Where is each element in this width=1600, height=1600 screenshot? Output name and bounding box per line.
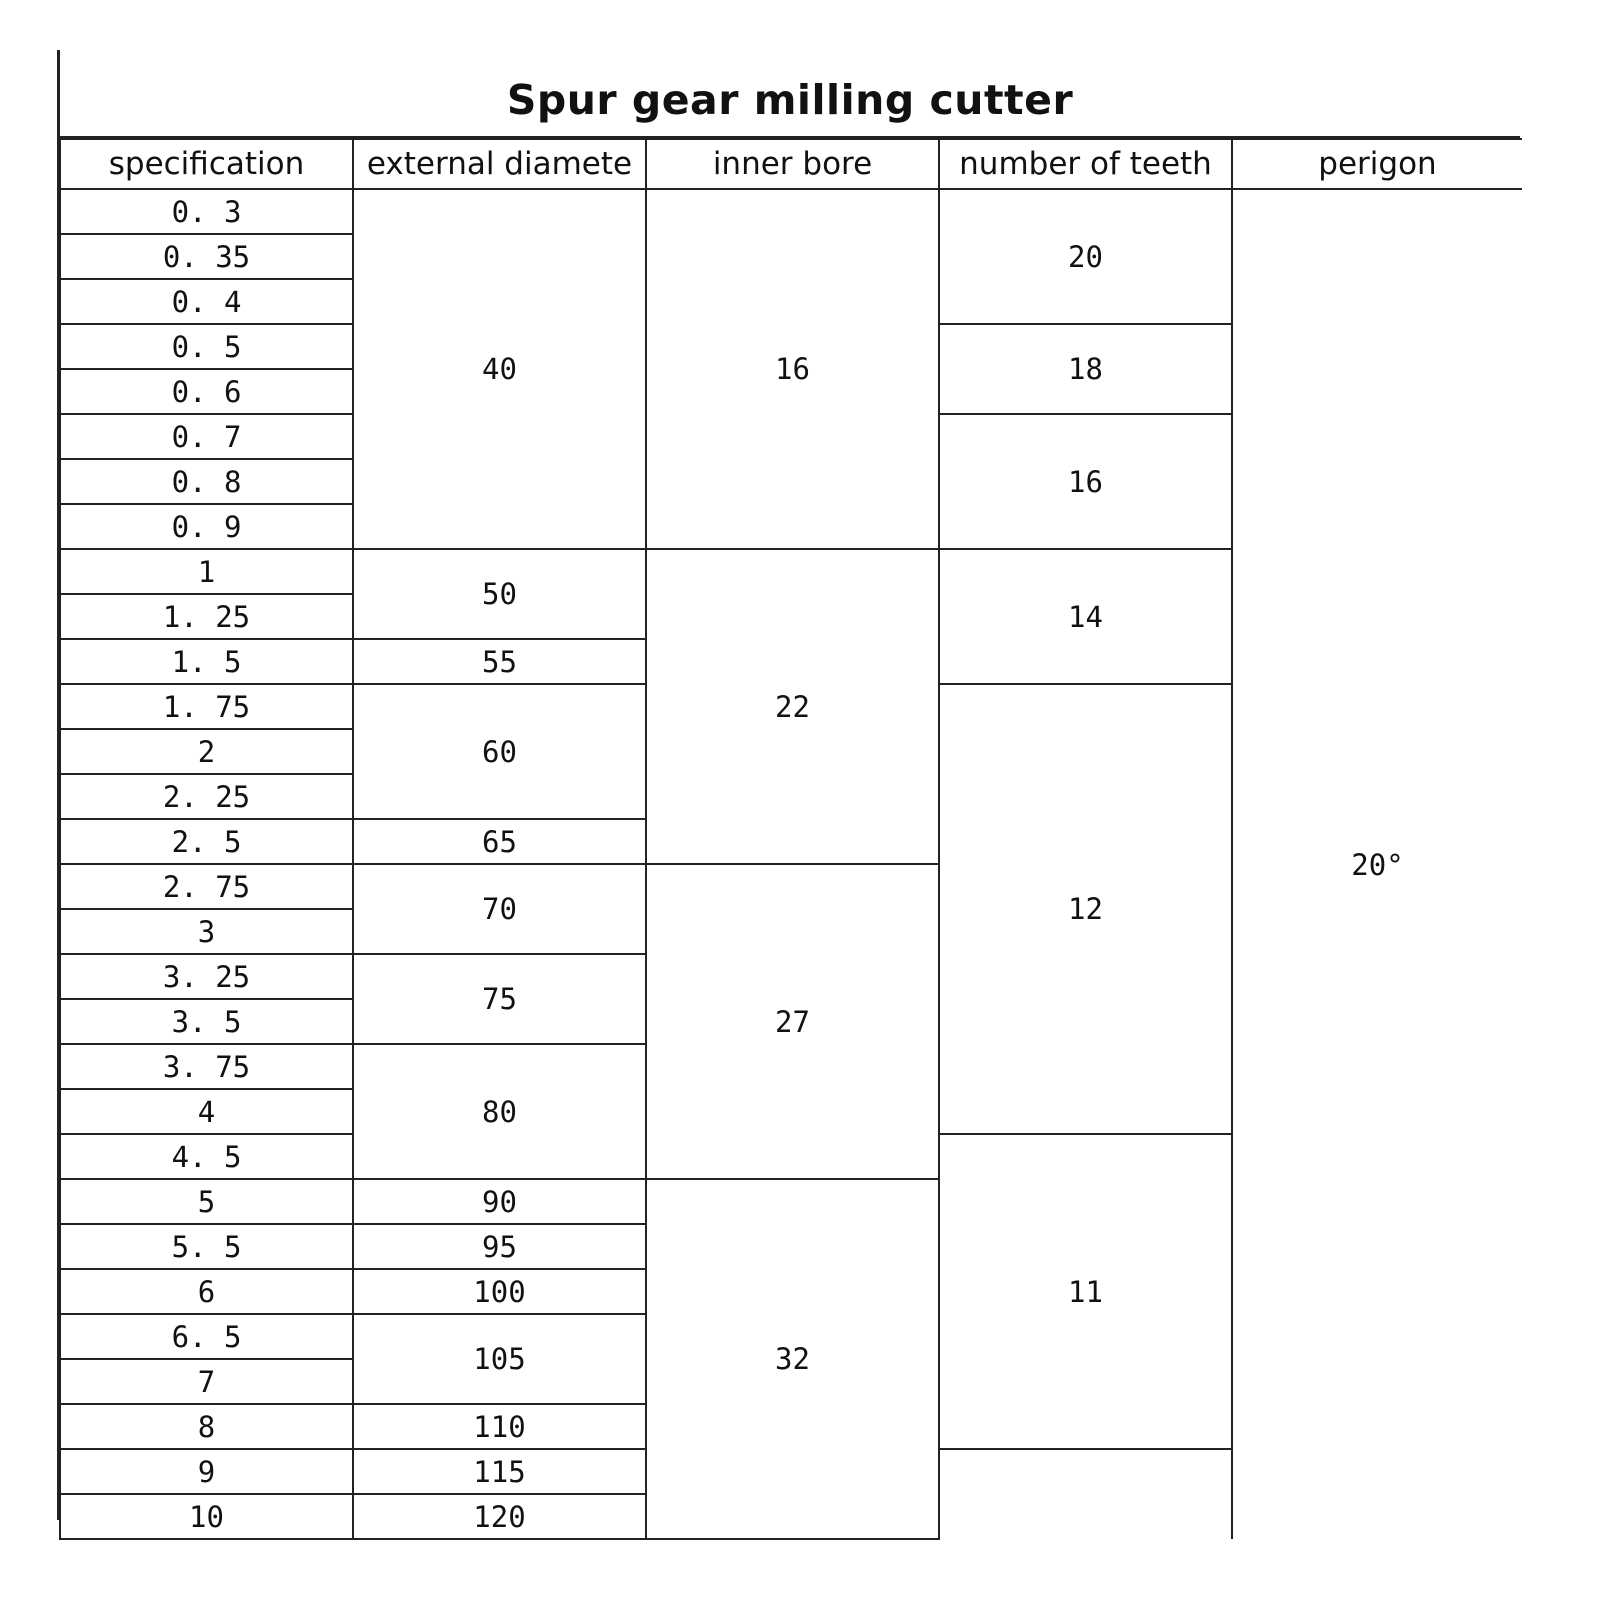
specification-cell: 0. 9 [60, 504, 353, 549]
specification-cell: 2 [60, 729, 353, 774]
specification-cell: 0. 8 [60, 459, 353, 504]
external-diameter-cell: 65 [353, 819, 646, 864]
external-diameter-cell: 40 [353, 189, 646, 549]
table-body [60, 189, 1522, 1539]
external-diameter-cell: 95 [353, 1224, 646, 1269]
external-diameter-cell: 60 [353, 684, 646, 819]
specification-cell: 5. 5 [60, 1224, 353, 1269]
inner-bore-cell: 16 [646, 189, 939, 549]
specification-cell: 6. 5 [60, 1314, 353, 1359]
external-diameter-cell: 105 [353, 1314, 646, 1404]
external-diameter-cell: 50 [353, 549, 646, 639]
specification-cell: 2. 25 [60, 774, 353, 819]
teeth-cell: 20 [939, 189, 1232, 324]
inner-bore-cell: 22 [646, 549, 939, 864]
specification-cell: 5 [60, 1179, 353, 1224]
specification-cell: 0. 3 [60, 189, 353, 234]
specification-cell: 3. 75 [60, 1044, 353, 1089]
external-diameter-cell: 80 [353, 1044, 646, 1179]
specification-cell: 0. 6 [60, 369, 353, 414]
inner-bore-cell: 32 [646, 1179, 939, 1539]
external-diameter-cell: 120 [353, 1494, 646, 1539]
specification-cell: 9 [60, 1449, 353, 1494]
header-specification: specification [60, 139, 353, 189]
specification-cell: 0. 5 [60, 324, 353, 369]
header-external-diameter: external diamete [353, 139, 646, 189]
external-diameter-cell: 110 [353, 1404, 646, 1449]
external-diameter-cell: 90 [353, 1179, 646, 1224]
specification-cell: 3 [60, 909, 353, 954]
specification-cell: 4. 5 [60, 1134, 353, 1179]
teeth-cell: 12 [939, 684, 1232, 1134]
specification-cell: 0. 35 [60, 234, 353, 279]
specification-cell: 8 [60, 1404, 353, 1449]
specification-cell: 0. 7 [60, 414, 353, 459]
teeth-cell: 16 [939, 414, 1232, 549]
perigon-cell: 20° [1232, 189, 1522, 1539]
specification-cell: 3. 5 [60, 999, 353, 1044]
specification-cell: 1. 75 [60, 684, 353, 729]
teeth-cell: 18 [939, 324, 1232, 414]
specification-cell: 2. 5 [60, 819, 353, 864]
header-perigon: perigon [1232, 139, 1522, 189]
teeth-cell: 11 [939, 1134, 1232, 1449]
table-row [60, 189, 1522, 234]
specification-cell: 10 [60, 1494, 353, 1539]
specification-cell: 1. 5 [60, 639, 353, 684]
teeth-cell [939, 1449, 1232, 1539]
teeth-cell: 14 [939, 549, 1232, 684]
milling-cutter-table [59, 138, 1522, 1540]
external-diameter-cell: 70 [353, 864, 646, 954]
specification-cell: 3. 25 [60, 954, 353, 999]
external-diameter-cell: 75 [353, 954, 646, 1044]
specification-cell: 1 [60, 549, 353, 594]
specification-cell: 4 [60, 1089, 353, 1134]
external-diameter-cell: 115 [353, 1449, 646, 1494]
specification-cell: 1. 25 [60, 594, 353, 639]
specification-cell: 2. 75 [60, 864, 353, 909]
header-row [60, 139, 1522, 189]
external-diameter-cell: 100 [353, 1269, 646, 1314]
header-inner-bore: inner bore [646, 139, 939, 189]
specification-cell: 0. 4 [60, 279, 353, 324]
inner-bore-cell: 27 [646, 864, 939, 1179]
specification-cell: 7 [60, 1359, 353, 1404]
external-diameter-cell: 55 [353, 639, 646, 684]
table-title: Spur gear milling cutter [506, 76, 1074, 124]
specification-cell: 6 [60, 1269, 353, 1314]
header-number-of-teeth: number of teeth [939, 139, 1232, 189]
